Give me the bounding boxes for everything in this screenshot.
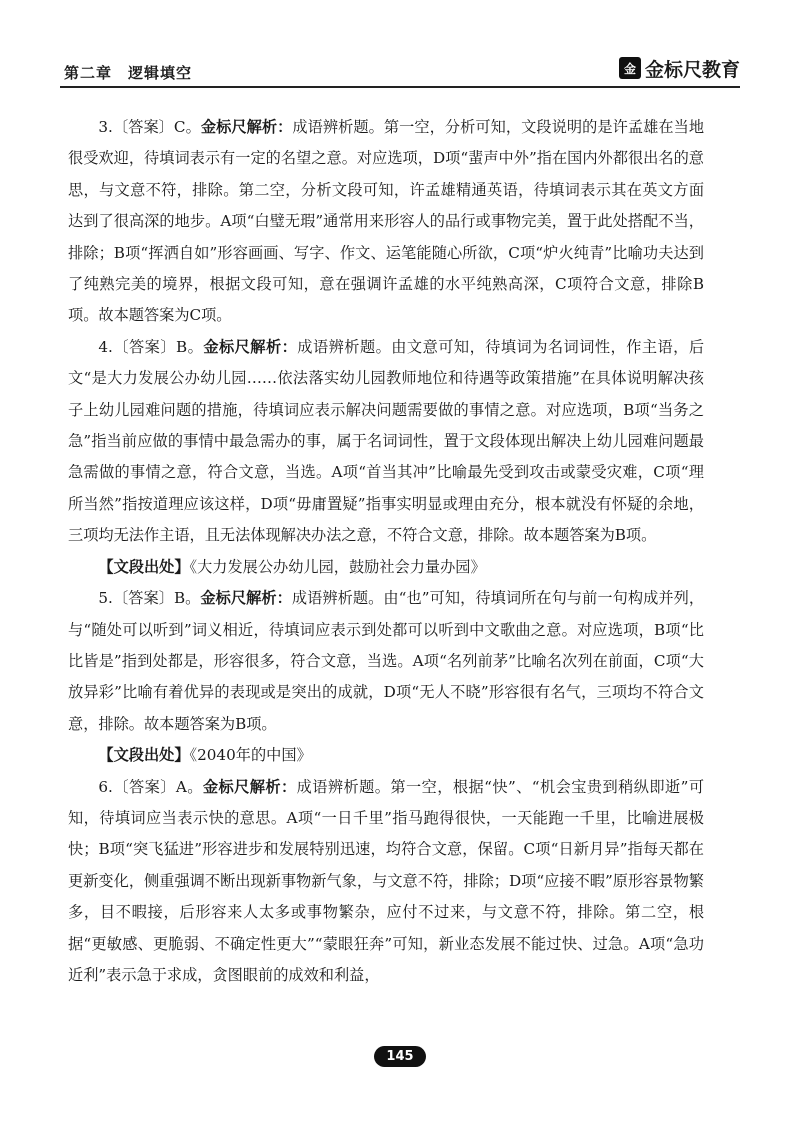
page-footer: [0, 1046, 800, 1067]
page-content: [68, 112, 704, 991]
answer-key: 6.〔答案〕A。: [98, 777, 203, 796]
brand-logo: [619, 54, 740, 82]
answer-paragraph-3: [68, 112, 704, 332]
logo-text: 金标尺教育: [644, 58, 740, 81]
source-text: 《大力发展公办幼儿园，鼓励社会力量办园》: [189, 557, 486, 576]
answer-key: 5.〔答案〕B。: [98, 589, 201, 608]
source-text: 《2040年的中国》: [189, 746, 312, 765]
answer-key: 3.〔答案〕C。: [98, 118, 201, 136]
answer-key: 4.〔答案〕B。: [98, 337, 204, 356]
analysis-label: 金标尺解析：: [203, 337, 298, 356]
answer-paragraph-6: [68, 772, 704, 992]
answer-paragraph-5: [68, 583, 704, 740]
source-label: 【文段出处】: [98, 746, 190, 765]
analysis-text: 成语辨析题。第一空，根据“快”、“机会宝贵到稍纵即逝”可知，待填词应当表示快的意思。A项“一日千里”指马跑得很快，一天能跑一千里，比喻进展极快；B项“突飞猛进”形容进步和发展特别迅速，均符合文意，保留。C项“日新月异”指每天都在更新变化，侧重强调不断出现新事物新气象，与文意不符，排除；D项“应接不暇”原形容景物繁多，目不暇接，后形容来人太多或事物繁杂，应付不过来，与文意不符，排除。第二空，根据“更敏感、更脆弱、不确定性更大”“蒙眼狂奔”可知，新业态发展不能过快、过急。A项“急功近利”表示急于求成，贪图眼前的成效和利益，: [68, 777, 705, 984]
answer-paragraph-4: [68, 332, 704, 552]
analysis-label: 金标尺解析：: [200, 118, 293, 136]
source-note-4: [68, 552, 704, 583]
analysis-text: 成语辨析题。由“也”可知，待填词所在句与前一句构成并列，与“随处可以听到”词义相近，待填词应表示到处都可以听到中文歌曲之意。对应选项，B项“比比皆是”指到处都是，形容很多，符合文意，当选。A项“名列前茅”比喻名次列在前面，C项“大放异彩”比喻有着优异的表现或是突出的成就，D项“无人不晓”形容很有名气，三项均不符合文意，排除。故本题答案为B项。: [68, 589, 705, 733]
analysis-text: 成语辨析题。第一空，分析可知，文段说明的是许孟雄在当地很受欢迎，待填词表示有一定的名望之意。对应选项，D项“蜚声中外”指在国内外都很出名的意思，与文意不符，排除。第二空，分析文段可知，许孟雄精通英语，待填词表示其在英文方面达到了很高深的地步。A项“白璧无瑕”通常用来形容人的品行或事物完美，置于此处搭配不当，排除；B项“挥洒自如”形容画画、写字、作文、运笔能随心所欲，C项“炉火纯青”比喻功夫达到了纯熟完美的境界，根据文段可知，意在强调许孟雄的水平纯熟高深，C项符合文意，排除B项。故本题答案为C项。: [68, 118, 705, 325]
analysis-text: 成语辨析题。由文意可知，待填词为名词词性，作主语，后文“是大力发展公办幼儿园……依法落实幼儿园教师地位和待遇等政策措施”在具体说明解决孩子上幼儿园难问题的措施，待填词应表示解决问题需要做的事情之意。对应选项，B项“当务之急”指当前应做的事情中最急需办的事，属于名词词性，置于文段体现出解决上幼儿园难问题最急需做的事情之意，符合文意，当选。A项“首当其冲”比喻最先受到攻击或蒙受灾难，C项“理所当然”指按道理应该这样，D项“毋庸置疑”指事实明显或理由充分，根本就没有怀疑的余地，三项均无法作主语，且无法体现解决办法之意，不符合文意，排除。故本题答案为B项。: [68, 337, 705, 545]
page-number: 145: [374, 1046, 425, 1067]
analysis-label: 金标尺解析：: [202, 777, 297, 796]
source-note-5: [68, 740, 704, 771]
logo-icon: 金: [619, 57, 641, 79]
source-label: 【文段出处】: [98, 557, 190, 576]
chapter-title: 第二章 逻辑填空: [64, 64, 193, 82]
page-header: [60, 52, 740, 88]
analysis-label: 金标尺解析：: [200, 589, 292, 608]
